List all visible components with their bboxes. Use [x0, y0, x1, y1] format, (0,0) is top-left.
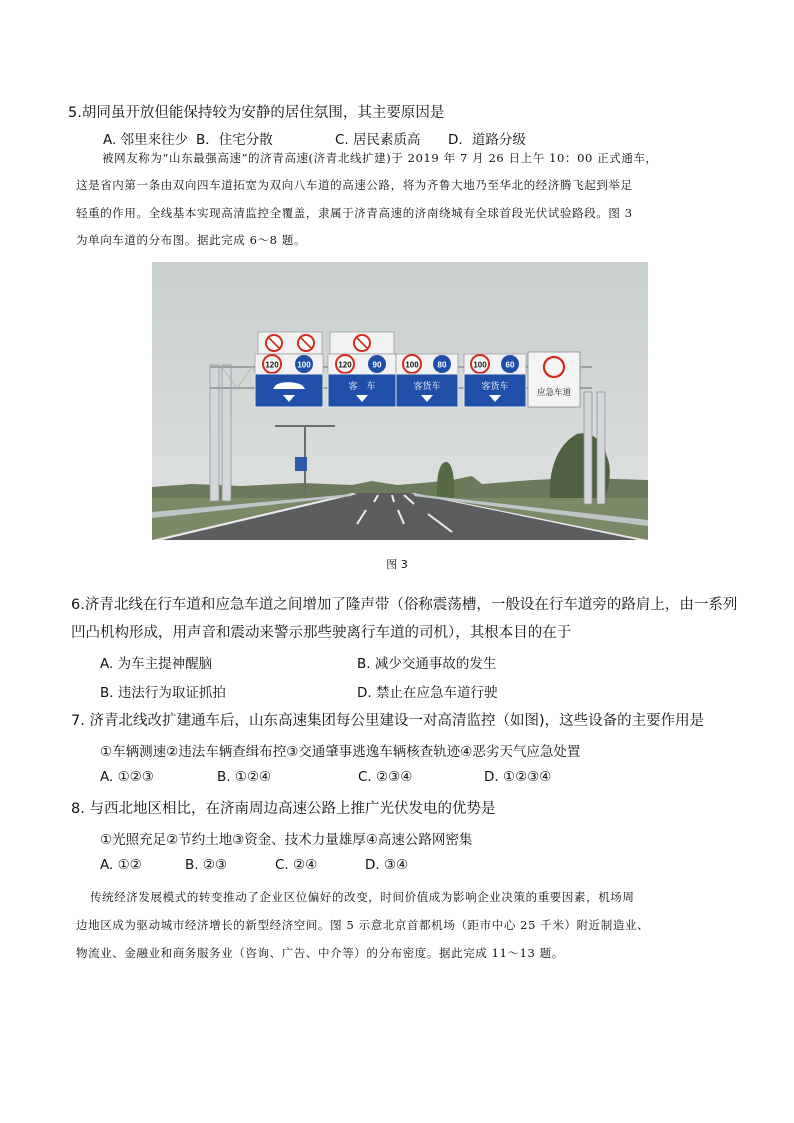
- emergency-lane-label: 应急车道: [536, 388, 572, 398]
- q5-option-d: D．道路分级: [448, 132, 526, 148]
- q6-option-c: B. 违法行为取证抓拍: [100, 685, 226, 701]
- lane1-speed-max: 120: [265, 360, 279, 370]
- lane3-speed-max: 100: [405, 360, 419, 370]
- q8-option-d: D. ③④: [365, 857, 409, 873]
- lane2-speed-max: 120: [338, 360, 352, 370]
- q6-option-d: D. 禁止在应急车道行驶: [357, 685, 498, 701]
- q7-stem: 7. 济青北线改扩建通车后，山东高速集团每公里建设一对高清监控（如图)，这些设备的主要作用是: [71, 713, 705, 729]
- lane3-speed-min: 80: [437, 360, 447, 370]
- passage1-line: 这是省内第一条由双向四车道拓宽为双向八车道的高速公路，将为齐鲁大地乃至华北的经济腾飞起到举足: [76, 178, 633, 192]
- q7-option-c: C. ②③④: [358, 769, 413, 785]
- q8-option-a: A. ①②: [100, 857, 142, 873]
- figure-3-highway-photo: [152, 262, 648, 540]
- passage1-line: 轻重的作用。全线基本实现高清监控全覆盖，隶属于济青高速的济南绕城有全球首段光伏试验路段。图 3: [76, 206, 633, 220]
- q7-option-a: A. ①②③: [100, 769, 154, 785]
- passage1-line: 为单向车道的分布图。据此完成 6～8 题。: [76, 233, 307, 247]
- passage2-line: 传统经济发展模式的转变推动了企业区位偏好的改变，时间价值成为影响企业决策的重要因素，机场周: [90, 890, 635, 904]
- q8-items: ①光照充足②节约土地③资金、技术力量雄厚④高速公路网密集: [100, 832, 473, 848]
- q6-option-b: B. 减少交通事故的发生: [357, 656, 497, 672]
- q7-items: ①车辆测速②违法车辆查缉布控③交通肇事逃逸车辆核查轨迹④恶劣天气应急处置: [100, 744, 581, 760]
- q5-option-b: B．住宅分散: [196, 132, 273, 148]
- passage1-line: 被网友称为“山东最强高速”的济青高速(济青北线扩建)于 2019 年 7 月 26 日上午 10：00 正式通车，: [102, 151, 658, 165]
- q7-option-b: B. ①②④: [217, 769, 272, 785]
- lane4-speed-max: 100: [473, 360, 487, 370]
- lane2-speed-min: 90: [372, 360, 382, 370]
- q7-option-d: D. ①②③④: [484, 769, 552, 785]
- q6-option-a: A. 为车主提神醒脑: [100, 656, 213, 672]
- lane3-label: 客货车: [413, 382, 441, 392]
- lane4-label: 客货车: [481, 382, 509, 392]
- q8-stem: 8. 与西北地区相比，在济南周边高速公路上推广光伏发电的优势是: [71, 801, 496, 817]
- q5-option-c: C. 居民素质高: [335, 132, 421, 148]
- q5-stem: 5.胡同虽开放但能保持较为安静的居住氛围，其主要原因是: [68, 105, 445, 121]
- q6-stem-line2: 凹凸机构形成，用声音和震动来警示那些驶离行车道的司机），其根本目的在于: [71, 625, 572, 641]
- lane2-label: 客 车: [348, 382, 376, 392]
- lane1-speed-min: 100: [297, 360, 311, 370]
- q6-stem-line1: 6.济青北线在行车道和应急车道之间增加了隆声带（俗称震荡槽，一般设在行车道旁的路肩上，由一系列: [71, 597, 738, 613]
- passage2-line: 物流业、金融业和商务服务业（咨询、广告、中介等）的分布密度。据此完成 11～13 题。: [76, 946, 564, 960]
- q8-option-c: C. ②④: [275, 857, 318, 873]
- passage2-line: 边地区成为驱动城市经济增长的新型经济空间。图 5 示意北京首都机场（距市中心 25 千米）附近制造业、: [76, 918, 650, 932]
- q5-option-a: A. 邻里来往少: [103, 132, 189, 148]
- q8-option-b: B. ②③: [185, 857, 228, 873]
- lane4-speed-min: 60: [505, 360, 515, 370]
- figure-3-caption: 图 3: [386, 558, 408, 571]
